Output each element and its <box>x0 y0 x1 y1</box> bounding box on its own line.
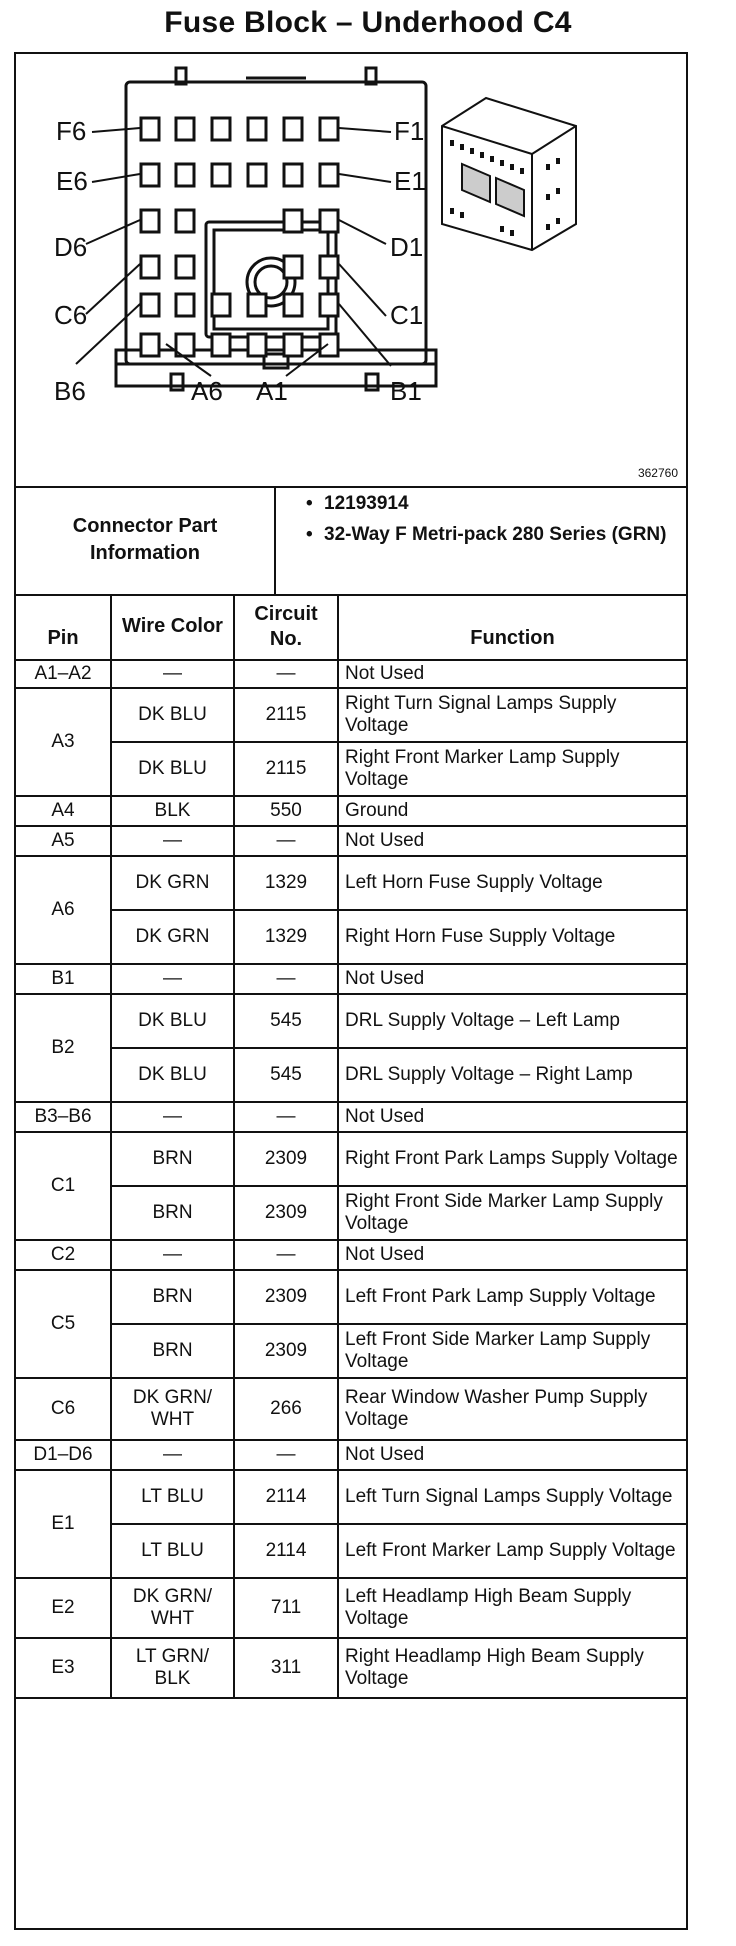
table-row: BRN 2309 Left Front Side Marker Lamp Supply Voltage <box>16 1324 686 1378</box>
table-row: A1–A2 — — Not Used <box>16 660 686 688</box>
connector-part-number: • 12193914 <box>306 492 686 516</box>
label-b6: B6 <box>54 376 86 406</box>
table-row: A5 — — Not Used <box>16 826 686 856</box>
figure-number: 362760 <box>637 466 678 480</box>
label-a1: A1 <box>256 376 288 406</box>
table-row: DK BLU 545 DRL Supply Voltage – Right Lamp <box>16 1048 686 1102</box>
connector-info-details <box>276 486 686 594</box>
label-e1: E1 <box>394 166 426 196</box>
label-f1: F1 <box>394 116 425 146</box>
header-circuit: Circuit No. <box>234 594 338 660</box>
table-row: C1 BRN 2309 Right Front Park Lamps Supply Voltage <box>16 1132 686 1186</box>
table-row: C6 DK GRN/ WHT 266 Rear Window Washer Pump Supply Voltage <box>16 1378 686 1440</box>
table-row: DK BLU 2115 Right Front Marker Lamp Supply Voltage <box>16 742 686 796</box>
connector-diagram <box>16 54 686 488</box>
label-f6: F6 <box>56 116 87 146</box>
label-d6: D6 <box>54 232 88 262</box>
table-row: B1 — — Not Used <box>16 964 686 994</box>
table-row: E3 LT GRN/ BLK 311 Right Headlamp High Beam Supply Voltage <box>16 1638 686 1698</box>
connector-description: • 32-Way F Metri-pack 280 Series (GRN) <box>306 523 686 547</box>
table-row: C5 BRN 2309 Left Front Park Lamp Supply Voltage <box>16 1270 686 1324</box>
table-row: B3–B6 — — Not Used <box>16 1102 686 1132</box>
table-row: A6 DK GRN 1329 Left Horn Fuse Supply Voltage <box>16 856 686 910</box>
label-c6: C6 <box>54 300 88 330</box>
header-function: Function <box>338 594 686 660</box>
header-wire-color: Wire Color <box>111 594 234 660</box>
pinout-table <box>16 594 686 1699</box>
terminal-cavities <box>141 118 338 356</box>
table-row: A4 BLK 550 Ground <box>16 796 686 826</box>
connector-3d-thumbnail <box>442 98 576 250</box>
table-row: LT BLU 2114 Left Front Marker Lamp Supply Voltage <box>16 1524 686 1578</box>
table-row: B2 DK BLU 545 DRL Supply Voltage – Left Lamp <box>16 994 686 1048</box>
label-b1: B1 <box>390 376 422 406</box>
table-row: C2 — — Not Used <box>16 1240 686 1270</box>
header-pin: Pin <box>16 594 111 660</box>
label-d1: D1 <box>390 232 424 262</box>
label-e6: E6 <box>56 166 88 196</box>
label-c1: C1 <box>390 300 424 330</box>
page-title: Fuse Block – Underhood C4 <box>164 6 572 39</box>
table-row: DK GRN 1329 Right Horn Fuse Supply Voltage <box>16 910 686 964</box>
table-row: A3 DK BLU 2115 Right Turn Signal Lamps Supply Voltage <box>16 688 686 742</box>
connector-face-drawing <box>16 54 686 486</box>
table-row: D1–D6 — — Not Used <box>16 1440 686 1470</box>
table-row: BRN 2309 Right Front Side Marker Lamp Supply Voltage <box>16 1186 686 1240</box>
connector-info-label: Connector Part Information <box>16 486 276 594</box>
table-row: E2 DK GRN/ WHT 711 Left Headlamp High Beam Supply Voltage <box>16 1578 686 1638</box>
connector-info <box>16 486 686 596</box>
connector-sheet <box>14 52 688 1930</box>
table-row: E1 LT BLU 2114 Left Turn Signal Lamps Supply Voltage <box>16 1470 686 1524</box>
label-a6: A6 <box>191 376 223 406</box>
